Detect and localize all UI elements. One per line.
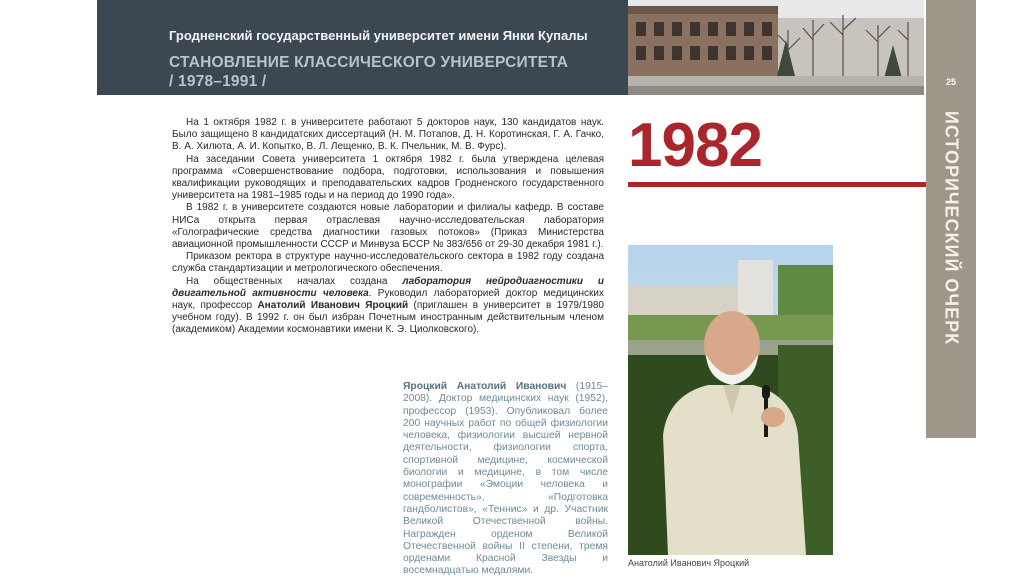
lab-name: лаборатория нейродиагностики и двигательной активности человека <box>172 275 604 299</box>
section-title <box>169 53 568 91</box>
lab-paragraph <box>172 276 604 337</box>
biography-note <box>403 381 608 578</box>
bio-name: Яроцкий Анатолий Иванович <box>403 381 567 392</box>
lab-text-middle: . Руководил лабораторией доктор медицинских наук, профессор <box>172 287 604 312</box>
lab-head-name: Анатолий Иванович Яроцкий <box>257 300 409 312</box>
section-title-line1: СТАНОВЛЕНИЕ КЛАССИЧЕСКОГО УНИВЕРСИТЕТА <box>169 54 569 71</box>
year-underline <box>628 182 926 187</box>
university-name: Гродненский государственный университет имени Янки Купалы <box>169 28 588 43</box>
portrait-photo <box>628 245 833 555</box>
paragraph: Приказом ректора в структуре научно-исследовательского сектора в 1982 году создана служба стандартизации и метрологического обеспечения. <box>172 251 604 275</box>
bio-text: (1915–2008). Доктор медицинских наук (1952), профессор (1953). Опубликовал более 200 научных работ по общей физиологии человека, физиологии высшей нервной деятельности, физиологии спорта, спортивной медицине, космической биологии и медицине, в том числе монографии «Эмоции человека и современность», «Подготовка гандболистов», «Теннис» и др. Участник Великой Отечественной войны. Награжден орденом Великой Отечественной войны II степени, тремя орденами Красной Звезды и восемнадцатью медалями. <box>403 381 608 577</box>
section-title-line2: / 1978–1991 / <box>169 73 267 90</box>
page-number: 25 <box>945 77 956 87</box>
chapter-title: ИСТОРИЧЕСКИЙ ОЧЕРК <box>941 110 962 346</box>
chapter-title-wrap <box>926 108 976 348</box>
lab-text-before: На общественных началах создана <box>186 275 403 287</box>
year-heading: 1982 <box>628 111 762 180</box>
paragraph: В 1982 г. в университете создаются новые лаборатории и филиалы кафедр. В составе НИСа открыта первая отраслевая научно-исследовательская лаборатория «Голографические средства диагностики газовых потоков» (Приказ Министерства авиационной промышленности СССР и Минвуза БССР № 383/656 от 29-30 декабря 1981 г.). <box>172 202 604 251</box>
paragraph: На заседании Совета университета 1 октября 1982 г. была утверждена целевая программа «Совершенствование подбора, подготовки, использования и повышения квалификации руководящих и преподавательских кадров Гродненского государственного университета на 1981–1985 годы и на период до 1990 года». <box>172 153 604 202</box>
university-building-photo <box>628 0 924 95</box>
paragraph: На 1 октября 1982 г. в университете работают 5 докторов наук, 130 кандидатов наук. Было защищено 8 кандидатских диссертаций (Н. М. Потапов, Д. Н. Коротинская, Г. А. Гачко, В. А. Хилюта, А. И. Копытко, В. Л. Лещенко, В. К. Пчельник, М. В. Фурс). <box>172 117 604 153</box>
header-banner <box>97 0 628 95</box>
photo-caption: Анатолий Иванович Яроцкий <box>628 558 750 568</box>
main-text <box>172 117 604 337</box>
lab-text-after: (приглашен в университет в 1979/1980 учебном году). В 1992 г. он был избран Почетным иностранным действительным членом (академиком) Академии космонавтики имени К. Э. Циолковского). <box>172 300 604 336</box>
chapter-tab <box>926 0 976 438</box>
